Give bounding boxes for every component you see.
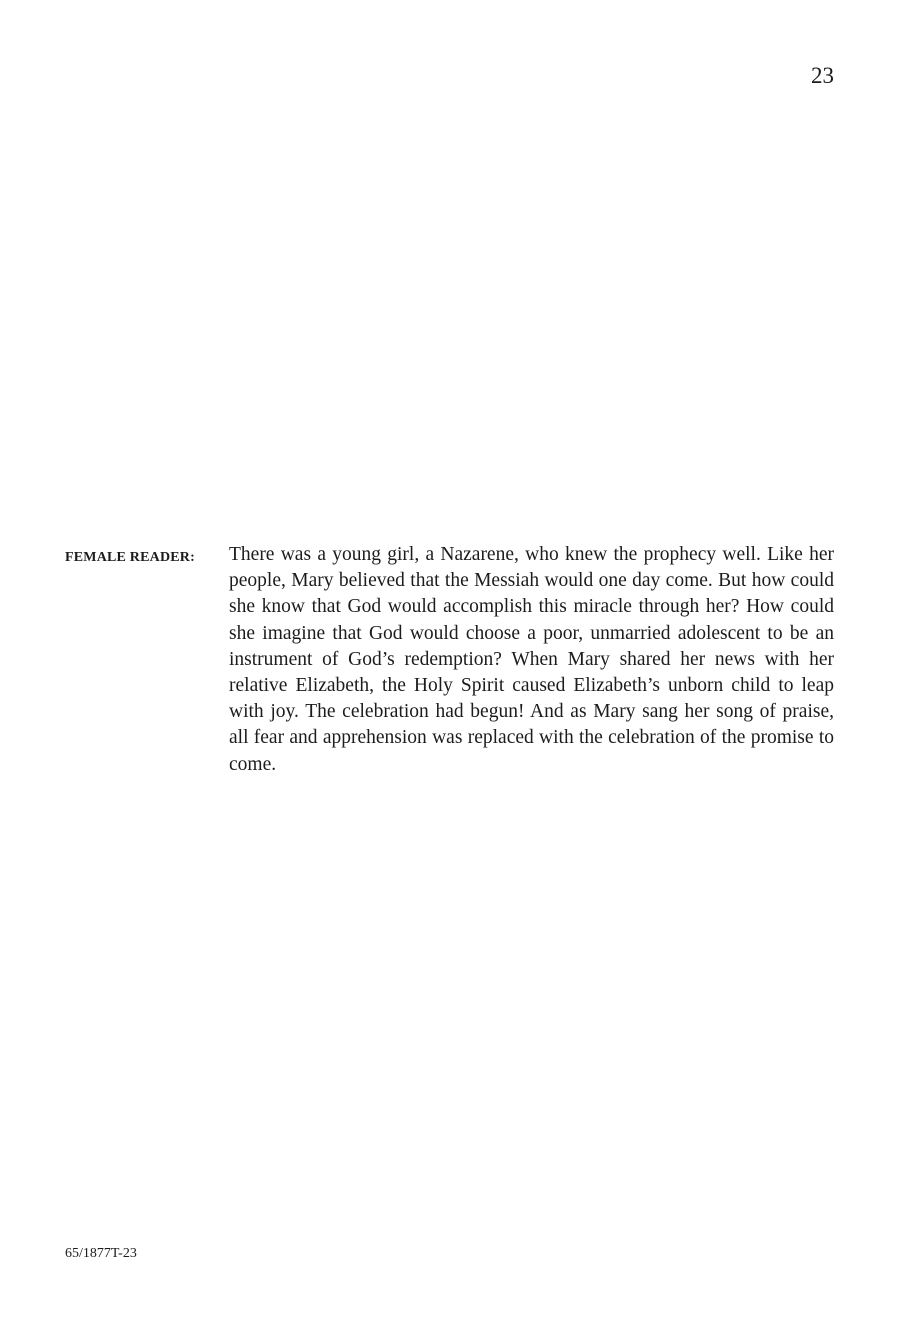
page-number: 23: [811, 63, 834, 88]
footer-catalog-code: 65/1877T-23: [65, 1246, 137, 1261]
reading-text: There was a young girl, a Nazarene, who knew the prophecy well. Like her people, Mary believed that the Messiah would one day come. But how could she know that God would accomplish this miracle through her? How could she imagine that God would choose a poor, unmarried adolescent to be an instrument of God’s redemption? When Mary shared her news with her relative Elizabeth, the Holy Spirit caused Elizabeth’s unborn child to leap with joy. The celebration had begun! And as Mary sang her song of praise, all fear and apprehension was replaced with the celebration of the promise to come.: [229, 544, 834, 775]
speaker-label: FEMALE READER:: [65, 550, 195, 565]
